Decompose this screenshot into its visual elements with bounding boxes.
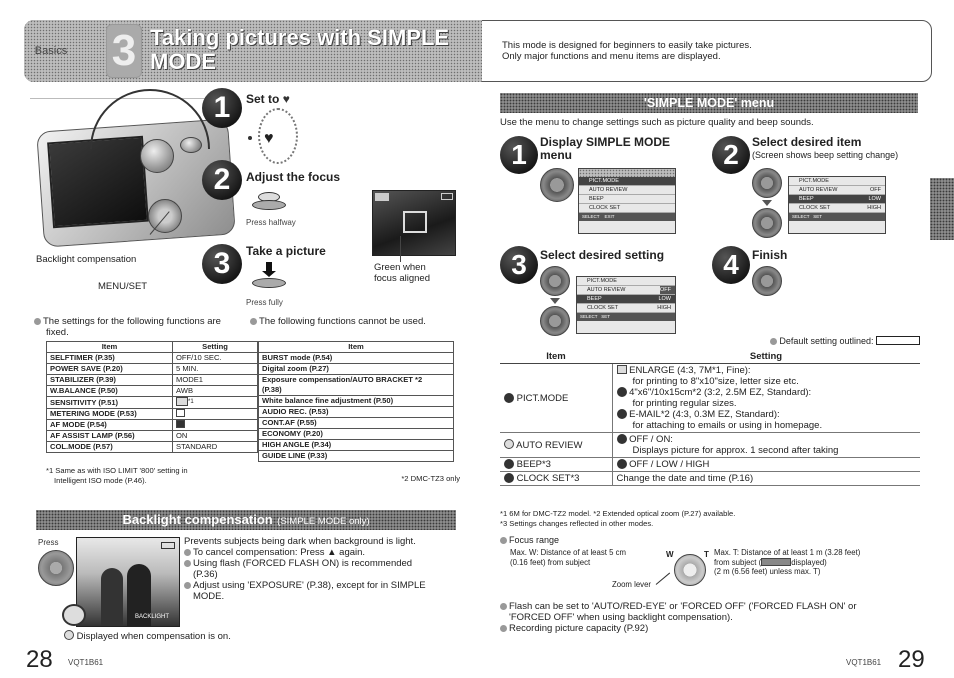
backlight-screen-label: BACKLIGHT [135, 614, 170, 620]
menu-step-2-number: 2 [723, 139, 739, 170]
fixed-note-line1: The settings for the following functions are [43, 316, 221, 327]
dial-dot-icon [248, 136, 252, 140]
menu-row-value: LOW [658, 296, 671, 302]
zoom-w-label: W [666, 550, 674, 559]
iso-icon [176, 397, 188, 406]
step-3-badge [202, 244, 242, 284]
menu-step-1-line1: Display SIMPLE MODE [540, 135, 671, 149]
focus-range-title-text: Focus range [509, 535, 560, 545]
beep-icon [504, 459, 514, 469]
tele-icon [761, 558, 791, 566]
table-row [500, 458, 920, 472]
green-focus-label [374, 262, 454, 284]
setting-line: 4"x6"/10x15cm*2 (3:2, 2.5M EZ, Standard): [629, 387, 812, 398]
fixed-note-line2: fixed. [46, 327, 69, 338]
focus-w-line1: Max. W: Distance of at least 5 cm [510, 548, 626, 557]
cell-setting-note: *1 [188, 399, 194, 405]
step-3-title: Take a picture [246, 244, 326, 258]
cell-setting [612, 458, 920, 472]
menu-row [789, 195, 885, 204]
displayed-note [64, 630, 231, 643]
menu-row: PICT.MODE [579, 177, 675, 186]
email-size-icon [617, 409, 627, 419]
cell-setting: STANDARD [173, 442, 258, 453]
right-footnotes [500, 509, 920, 528]
menu-row [577, 286, 675, 295]
menu-row [789, 186, 885, 195]
menu-row: PICT.MODE [577, 277, 675, 286]
fixed-settings-note [34, 316, 250, 338]
menu-select-bar [579, 213, 675, 221]
setting-line: for printing regular sizes. [632, 398, 737, 409]
table-row [259, 385, 454, 396]
menu-row-value: OFF [870, 187, 881, 193]
right-page-code: VQT1B61 [846, 658, 882, 667]
step-1-title [246, 92, 290, 106]
menu-row-label: CLOCK SET [799, 205, 831, 211]
cell-item [500, 472, 612, 486]
focus-t-line2b: displayed) [791, 557, 827, 567]
section-number-badge [106, 24, 142, 78]
table-row [259, 440, 454, 451]
menu-row-label: BEEP [799, 196, 814, 202]
cell-item-label: AUTO REVIEW [516, 440, 583, 451]
backlight-text-5: MODE. [193, 591, 225, 602]
simple-mode-menu-bar [500, 93, 918, 113]
cell-item: AF MODE (P.54) [47, 420, 173, 431]
menu-row-value: HIGH [657, 305, 671, 311]
menu-step-1-number: 1 [511, 139, 527, 170]
menu-step-4-badge [712, 246, 750, 284]
menu-screen-step-1 [578, 168, 676, 234]
right-footnote-line2: *3 Settings changes reflected in other modes. [500, 518, 654, 528]
menu-bar-title: 'SIMPLE MODE' menu [643, 96, 775, 110]
cell-item [500, 458, 612, 472]
backlight-icon [64, 630, 74, 640]
shutter-full-icon [252, 262, 286, 290]
setting-line: ENLARGE (4:3, 7M*1, Fine): [629, 365, 751, 376]
backlight-indicator-icon [62, 604, 86, 626]
bullet-icon [500, 537, 507, 544]
step-2-number: 2 [213, 163, 231, 196]
arrow-down-icon [762, 200, 772, 206]
cell-item: White balance fine adjustment (P.50) [259, 396, 454, 407]
focus-t-line1: Max. T: Distance of at least 1 m (3.28 feet) [714, 548, 861, 557]
footnote-2: *2 DMC-TZ3 only [401, 474, 460, 483]
table-header-row [500, 350, 920, 364]
menu-row: CLOCK SET [579, 204, 675, 213]
mode-dial-closeup [248, 108, 288, 164]
metering-icon [176, 409, 185, 417]
cell-item-label: CLOCK SET*3 [516, 473, 580, 484]
menu-select-bar [789, 213, 885, 221]
green-focus-line1: Green when [374, 262, 426, 273]
down-arrowhead [262, 271, 276, 277]
zoom-lever-icon [674, 554, 706, 586]
backlight-text-1: To cancel compensation: Press ▲ again. [193, 547, 366, 558]
footnote-1 [46, 466, 266, 485]
cell-item: BURST mode (P.54) [259, 353, 454, 364]
menu-row-value: OFF [660, 286, 675, 295]
footnote-1-line1: *1 Same as with ISO LIMIT '800' setting in [46, 466, 188, 475]
exit-label: EXIT [604, 214, 615, 219]
step-1-title-text: Set to [246, 92, 280, 106]
table-row [259, 407, 454, 418]
camera-lcd [47, 136, 149, 228]
setting-line: for attaching to emails or using in homepage. [632, 420, 823, 431]
menu-step-4-title: Finish [752, 248, 788, 262]
menu-set-label: MENU/SET [98, 281, 148, 292]
cell-setting: 5 MIN. [173, 364, 258, 375]
subject-silhouette-1 [101, 568, 123, 626]
bullet-icon [500, 625, 507, 632]
menu-row-label: CLOCK SET [587, 305, 619, 311]
menu-step-1-title [540, 136, 700, 162]
press-label: Press [38, 538, 59, 547]
left-page-number: 28 [26, 646, 53, 673]
menu-step-2-line1: Select desired item [752, 135, 862, 149]
cell-item: GUIDE LINE (P.33) [259, 451, 454, 462]
backlight-text-4: Adjust using 'EXPOSURE' (P.38), except for in SIMPLE [193, 580, 426, 591]
clock-icon [504, 473, 514, 483]
bullet-icon [184, 560, 191, 567]
cell-item: POWER SAVE (P.20) [47, 364, 173, 375]
menu-step-3-number: 3 [511, 249, 527, 280]
table-row [47, 409, 258, 420]
bullet-icon [250, 318, 257, 325]
bullet-icon [770, 338, 777, 345]
table-row [47, 397, 258, 409]
cell-item: AUDIO REC. (P.53) [259, 407, 454, 418]
cell-item [500, 364, 612, 433]
focus-w-line2: (0.16 feet) from subject [510, 557, 591, 567]
select-label: SELECT [582, 214, 600, 219]
header-intro [502, 40, 922, 62]
backlight-section-bar [36, 510, 456, 530]
cell-setting [173, 420, 258, 431]
cell-item [500, 433, 612, 458]
table-row [259, 429, 454, 440]
table-row [259, 451, 454, 462]
cell-item: Digital zoom (P.27) [259, 364, 454, 375]
press-fully-label: Press fully [246, 298, 283, 307]
page-title-line1: Taking pictures with SIMPLE [150, 25, 450, 50]
bullet-icon [184, 549, 191, 556]
table-row [259, 375, 454, 386]
backlight-screen [76, 537, 180, 627]
set-label: SET [601, 314, 611, 319]
right-page-number: 29 [898, 646, 925, 673]
menu-row-value: LOW [868, 196, 881, 202]
camera-strap-curve [90, 89, 210, 149]
table-row [47, 364, 258, 375]
table-row [47, 431, 258, 442]
press-halfway-label: Press halfway [246, 218, 296, 227]
dial-heart-icon: ♥ [264, 130, 274, 147]
arrow-down-icon-3 [550, 298, 560, 304]
green-focus-line2: focus aligned [374, 273, 430, 284]
cannot-note-text: The following functions cannot be used. [259, 316, 426, 327]
menu-step-3-badge [500, 246, 538, 284]
cell-item-label: PICT.MODE [516, 392, 569, 404]
battery-icon [161, 542, 175, 549]
table-header-row [259, 342, 454, 353]
menu-row: BEEP [579, 195, 675, 204]
select-label: SELECT [580, 314, 598, 319]
cell-item: ECONOMY (P.20) [259, 429, 454, 440]
setting-line: E-MAIL*2 (4:3, 0.3M EZ, Standard): [629, 409, 780, 420]
step-2-badge [202, 160, 242, 200]
step-1-number: 1 [213, 91, 231, 124]
cell-item: SENSITIVITY (P.51) [47, 397, 173, 409]
backlight-text-0: Prevents subjects being dark when background is light. [184, 536, 416, 547]
cell-item: SELFTIMER (P.35) [47, 353, 173, 364]
table-row [259, 364, 454, 375]
setting-line: OFF / LOW / HIGH [629, 459, 710, 470]
beep-off-icon [617, 459, 627, 469]
setting-line: Displays picture for approx. 1 second after taking [632, 445, 839, 456]
backlight-label: Backlight compensation [36, 254, 137, 265]
right-edge-tab [930, 178, 954, 240]
menu-screen-step-3 [576, 276, 676, 334]
table-row [47, 386, 258, 397]
menu-row [577, 295, 675, 304]
cell-setting [612, 433, 920, 458]
shutter-half-base [252, 200, 286, 210]
cell-setting [612, 364, 920, 433]
setting-line: for printing to 8"x10"size, letter size etc. [632, 376, 799, 387]
step-3-number: 3 [213, 247, 231, 280]
select-label: SELECT [792, 214, 810, 219]
af-mode-icon [176, 420, 185, 428]
cell-item: METERING MODE (P.53) [47, 409, 173, 420]
table-row [500, 364, 920, 433]
bullet-icon [500, 603, 507, 610]
cell-setting: MODE1 [173, 375, 258, 386]
backlight-bar-title: Backlight compensation [122, 512, 273, 527]
column-header-setting: Setting [173, 342, 258, 353]
menu-row-label: AUTO REVIEW [587, 287, 626, 293]
menu-screen-step-2 [788, 176, 886, 234]
table-row [500, 433, 920, 458]
cannot-use-note [250, 316, 460, 327]
menu-select-bar [577, 313, 675, 321]
menu-step-2-badge [712, 136, 750, 174]
table-row [500, 472, 920, 486]
battery-icon [441, 193, 453, 200]
table-row [259, 418, 454, 429]
page-title-line2: MODE [150, 49, 216, 74]
cannot-use-table [258, 341, 454, 462]
focus-t-line3: (2 m (6.56 feet) unless max. T) [714, 567, 821, 576]
cell-item: STABILIZER (P.39) [47, 375, 173, 386]
menu-row: AUTO REVIEW [579, 186, 675, 195]
enlarge-icon [617, 365, 627, 374]
cell-item: W.BALANCE (P.50) [47, 386, 173, 397]
cell-item: HIGH ANGLE (P.34) [259, 440, 454, 451]
backlight-bar-suffix: (SIMPLE MODE only) [277, 516, 370, 527]
cell-item: CONT.AF (P.55) [259, 418, 454, 429]
menu-intro: Use the menu to change settings such as picture quality and beep sounds. [500, 117, 814, 128]
focus-range-title [500, 535, 559, 547]
page-title [150, 26, 480, 74]
cell-setting [612, 472, 920, 486]
cursor-down-icon-3 [540, 306, 570, 336]
default-setting-note [740, 336, 920, 348]
menu-set-button-icon [540, 168, 574, 202]
left-page-code: VQT1B61 [68, 658, 104, 667]
footnote-1-line2: Intelligent ISO mode (P.46). [54, 475, 147, 485]
intro-line1: This mode is designed for beginners to easily take pictures. [502, 40, 752, 51]
cell-setting [173, 397, 258, 409]
menu-row: PICT.MODE [789, 177, 885, 186]
menu-screen-title [579, 169, 675, 177]
focus-t-line2: from subject ( [714, 557, 762, 567]
right-footnote-line1: *1 6M for DMC-TZ2 model. *2 Extended optical zoom (P.27) available. [500, 509, 736, 518]
backlight-text-3: (P.36) [193, 569, 218, 580]
table-row [47, 420, 258, 431]
menu-step-3-title: Select desired setting [540, 248, 665, 262]
section-number: 3 [111, 26, 137, 75]
table-row [259, 396, 454, 407]
setting-line: OFF / ON: [629, 434, 673, 445]
table-header-row [47, 342, 258, 353]
cursor-down-icon [752, 208, 782, 238]
menu-step-2-line2: (Screen shows beep setting change) [752, 150, 899, 160]
focus-screen-thumbnail [372, 190, 456, 256]
menu-row-label: AUTO REVIEW [799, 187, 838, 193]
column-header-item: Item [259, 342, 454, 353]
menu-step-1-line2: menu [540, 148, 573, 162]
menu-row-value: HIGH [867, 205, 881, 211]
cell-setting: OFF/10 SEC. [173, 353, 258, 364]
focus-frame [403, 211, 427, 233]
default-note-text: Default setting outlined: [779, 336, 874, 346]
step-1-badge [202, 88, 242, 128]
step-2-title: Adjust the focus [246, 170, 341, 184]
fixed-settings-table [46, 341, 258, 453]
column-header-item: Item [47, 342, 173, 353]
bottom-note-0: Flash can be set to 'AUTO/RED-EYE' or 'FORCED OFF' ('FORCED FLASH ON' or [509, 601, 857, 612]
shutter-full-base [252, 278, 286, 288]
menu-step-4-number: 4 [723, 249, 739, 280]
menu-step-2-title [752, 136, 932, 162]
cursor-up-icon [752, 168, 782, 198]
backlight-description [184, 536, 454, 602]
green-focus-callout-line [400, 236, 401, 262]
menu-row [577, 304, 675, 313]
bullet-icon [34, 318, 41, 325]
cell-setting: AWB [173, 386, 258, 397]
setting-line: Change the date and time (P.16) [616, 473, 754, 484]
cell-item: (P.38) [259, 385, 454, 396]
intro-line2: Only major functions and menu items are displayed. [502, 51, 721, 62]
heart-icon: ♥ [282, 92, 290, 106]
cell-item-label: BEEP*3 [516, 459, 551, 470]
zoom-lever-diagram [666, 546, 714, 594]
photo-size-icon [617, 387, 627, 397]
basics-tab: Basics [34, 45, 68, 57]
auto-review-icon [504, 439, 514, 449]
menu-settings-table [500, 350, 920, 486]
focus-icon-box [375, 193, 389, 201]
menu-step-1-badge [500, 136, 538, 174]
cell-setting [173, 409, 258, 420]
column-header-item: Item [500, 350, 612, 364]
focus-t-text [714, 548, 920, 577]
table-row [259, 353, 454, 364]
cell-item: Exposure compensation/AUTO BRACKET *2 [259, 375, 454, 386]
cell-item: COL.MODE (P.57) [47, 442, 173, 453]
cell-item: AF ASSIST LAMP (P.56) [47, 431, 173, 442]
bottom-note-1: 'FORCED OFF' when using backlight compensation). [509, 612, 733, 623]
focus-w-text [510, 548, 680, 567]
bullet-icon [184, 582, 191, 589]
column-header-setting: Setting [612, 350, 920, 364]
menu-row [789, 204, 885, 213]
off-icon [617, 434, 627, 444]
menu-row-label: BEEP [587, 296, 602, 302]
cell-setting: ON [173, 431, 258, 442]
default-outline-sample [876, 336, 920, 345]
table-row [47, 353, 258, 364]
shutter-halfway-icon [252, 192, 286, 212]
cursor-up-icon-3 [540, 266, 570, 296]
displayed-note-text: Displayed when compensation is on. [76, 631, 231, 642]
finish-button-icon [752, 266, 782, 296]
bottom-notes [500, 601, 920, 634]
backlight-text-2: Using flash (FORCED FLASH ON) is recommended [193, 558, 413, 569]
table-row [47, 375, 258, 386]
pict-mode-icon [504, 393, 514, 403]
table-row [47, 442, 258, 453]
cursor-button-up-icon [38, 550, 74, 586]
set-label: SET [813, 214, 823, 219]
zoom-t-label: T [704, 550, 709, 559]
zoom-lever-label: Zoom lever [612, 580, 651, 589]
bottom-note-2: Recording picture capacity (P.92) [509, 623, 649, 634]
